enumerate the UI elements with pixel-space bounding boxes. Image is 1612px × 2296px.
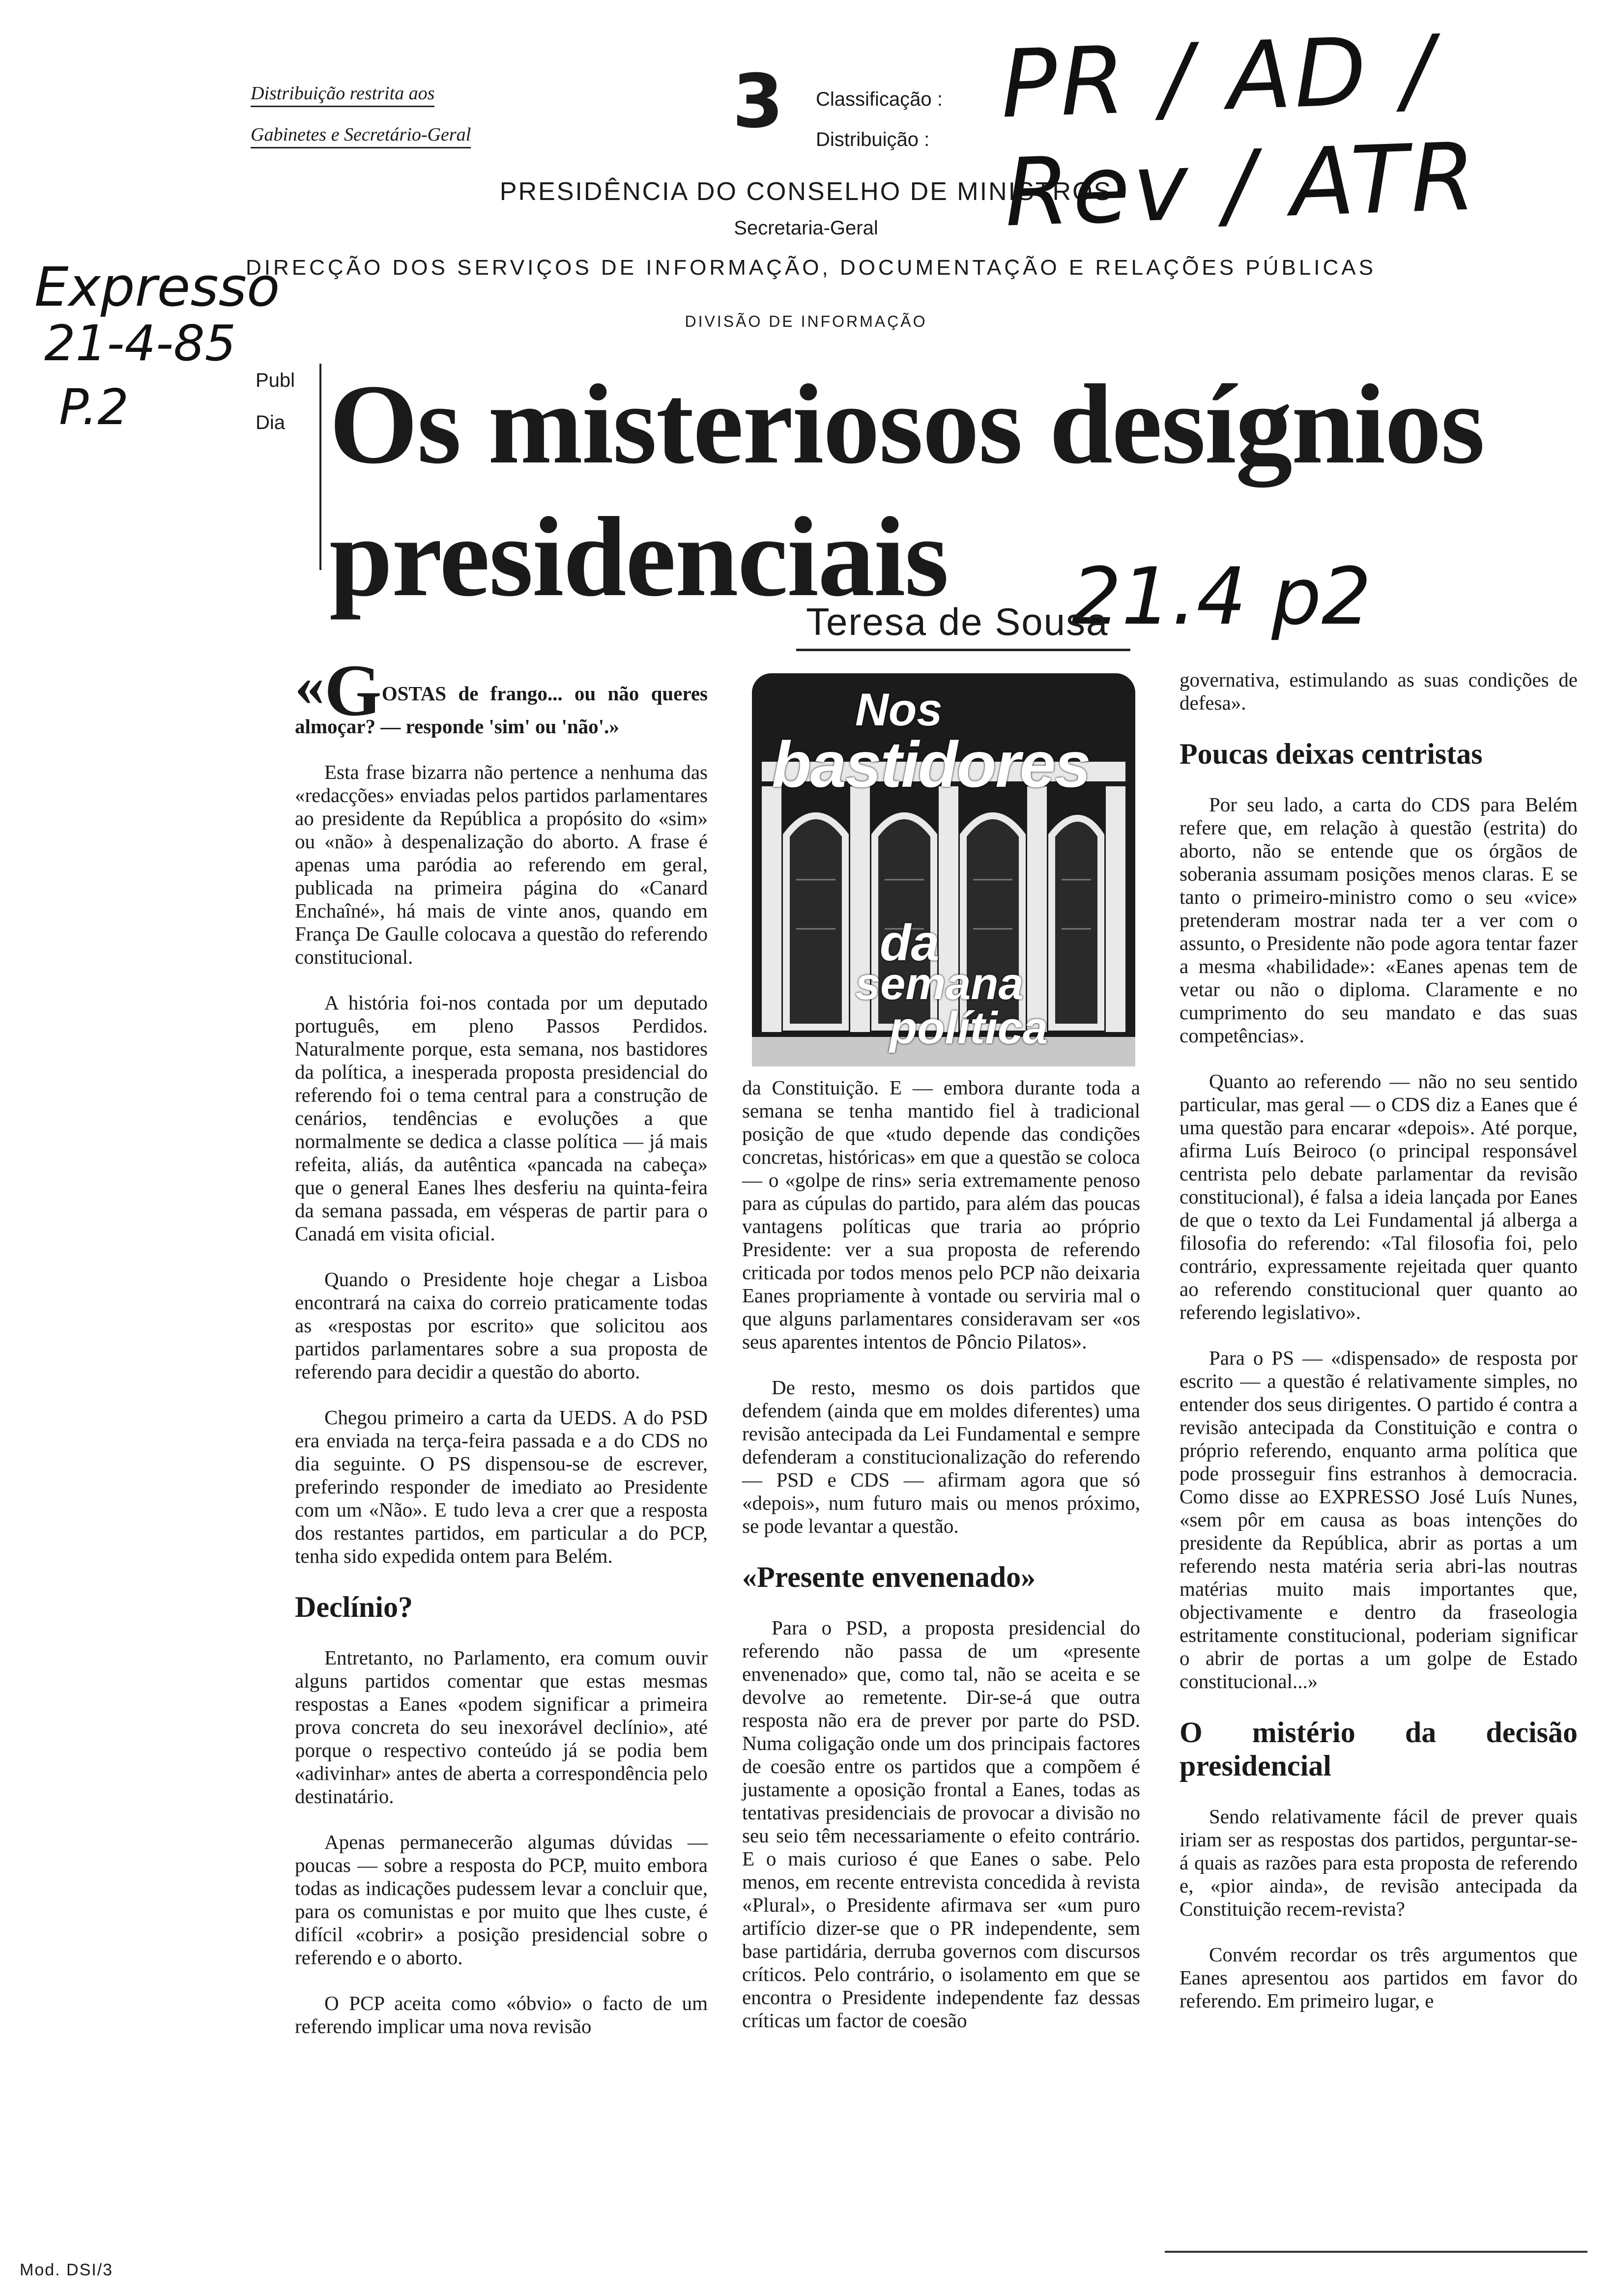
form-model-code: Mod. DSI/3 [20,2261,114,2279]
lead-text: OSTAS de frango... ou não queres almoçar? — responde 'sim' ou 'não'.» [295,682,708,738]
banner-text-semana: semana [855,959,1024,1009]
secretariat-title: Secretaria-Geral [734,217,878,239]
handwritten-routing-note: PR / AD / Rev / ATR [999,15,1480,248]
banner-text-nos: Nos [855,684,943,735]
document-number: 3 [732,59,784,144]
byline-underline [796,649,1130,651]
paragraph: Por seu lado, a carta do CDS para Belém refere que, em relação à questão (estrita) do aborto, não se entende que os órgãos de soberania assumam posições menos claras. E se tanto o primeiro-ministro como o seu «vice» pretenderam mostrar nada ter a ver com o assunto, o Presidente não pode agora tentar fazer a mesma «habilidade»: «Eanes apenas tem de vetar ou não o diploma. Claramente e no cumprimento do seu mandato e das suas competências». [1180,793,1578,1047]
opening-guillemets: « [295,653,324,718]
article-title-line-2: presidenciais [329,494,948,620]
banner-text-politica: política [890,1003,1048,1053]
article-column-2 [742,1076,1140,2055]
article-column-1 [295,650,708,2061]
paragraph: Apenas permanecerão algumas dúvidas — poucas — sobre a resposta do PCP, muito embora todas as indicações pudessem levar a concluir que, para os comunistas e por muito que lhes custe, é difícil «cobrir» a posição presidencial sobre o referendo e o aborto. [295,1831,708,1969]
paragraph: O PCP aceita como «óbvio» o facto de um referendo implicar uma nova revisão [295,1992,708,2038]
article-lead-paragraph [295,650,708,738]
paragraph: De resto, mesmo os dois partidos que defendem (ainda que em moldes diferentes) uma revisão antecipada da Lei Fundamental e sempre defenderam a constitucionalização do referendo — PSD e CDS — afirmam agora que só «depois», num futuro mais ou menos próximo, se pode levantar a questão. [742,1376,1140,1537]
distribution-recipients-line: Gabinetes e Secretário-Geral [251,124,471,145]
publication-label: Publ [256,370,295,391]
distribution-label: Distribuição : [816,129,930,150]
paragraph: Quando o Presidente hoje chegar a Lisboa encontrará na caixa do correio praticamente todas as «respostas por escrito» que solicitou aos partidos parlamentares sobre a sua proposta de referendo para decidir a questão do aborto. [295,1268,708,1383]
handwritten-date: 21-4-85 [44,315,236,372]
article-column-3 [1180,668,1578,2035]
paragraph: Entretanto, no Parlamento, era comum ouvir alguns partidos comentar que estas mesmas respostas a Eanes «podem significar a primeira prova concreta do seu inexorável declínio», até porque o respectivo conteúdo já se podia bem «adivinhar» antes de aberta a correspondência pelo destinatário. [295,1646,708,1808]
paragraph: Quanto ao referendo — não no seu sentido particular, mas geral — o CDS diz a Eanes que é uma questão para encarar «depois». Até porque, afirma Luís Beiroco (o principal responsável centrista pelo debate parlamentar da revisão constitucional), é falsa a ideia lançada por Eanes de que o texto da Lei Fundamental já alberga a filosofia do referendo: «Tal filosofia foi, pelo contrário, expressamente rejeitada quer quanto ao referendo constitucional quer quanto ao referendo legislativo». [1180,1070,1578,1323]
paragraph: da Constituição. E — embora durante toda a semana se tenha mantido fiel à tradicional posição de que «tudo depende das condições concretas, históricas» em que a questão se coloca — o «golpe de rins» seria extremamente penoso para as cúpulas do partido, para além das poucas vantagens políticas que traria ao próprio Presidente: ver a sua proposta de referendo criticada por todos menos pelo PCP não deixaria Eanes propriamente à vontade ou serviria mal o que alguns parlamentares consideravam ser «os seus aparentes intentos de Pôncio Pilatos». [742,1076,1140,1353]
organization-title: PRESIDÊNCIA DO CONSELHO DE MINISTROS [499,177,1113,206]
paragraph: Para o PSD, a proposta presidencial do referendo não passa de um «presente envenenado» que, como tal, não se aceita e se devolve ao remetente. Dir-se-á que outra resposta não era de prever por parte do PSD. Numa coligação onde um dos principais factores de coesão entre os partidos que a compõem é justamente a oposição frontal a Eanes, todas as tentativas presidenciais de provocar a divisão no seu seio têm necessariamente o efeito contrário. E o mais curioso é que Eanes o sabe. Pelo menos, em recente entrevista concedida à revista «Plural», o Presidente afirmava ser «um puro artifício dizer-se que o PR independente, sem base partidária, derruba governos com discursos críticos. Pelo contrário, o isolamento em que se encontra o Presidente independente faz dessas críticas um factor de coesão [742,1616,1140,2032]
classification-label: Classificação : [816,88,943,110]
directorate-title: DIRECÇÃO DOS SERVIÇOS DE INFORMAÇÃO, DOCUMENTAÇÃO E RELAÇÕES PÚBLICAS [246,256,1376,280]
article-author: Teresa de Sousa [806,600,1109,643]
paragraph: Sendo relativamente fácil de prever quais iriam ser as respostas dos partidos, perguntar-se-á quais as razões para esta proposta de referendo e, «pior ainda», de revisão antecipada da Constituição recem-revista? [1180,1805,1578,1920]
handwritten-page: P.2 [59,378,129,436]
paragraph: governativa, estimulando as suas condições de defesa». [1180,668,1578,714]
paragraph: Convém recordar os três argumentos que Eanes apresentou aos partidos em favor do referendo. Em primeiro lugar, e [1180,1943,1578,2012]
article-title-line-1: Os misteriosos desígnios [329,361,1484,488]
paragraph: Para o PS — «dispensado» de resposta por escrito — a questão é relativamente simples, no entender dos seus dirigentes. O partido é contra a revisão antecipada da Constituição e contra o próprio referendo, enquanto arma política que pode prosseguir fins estranhos à democracia. Como disse ao EXPRESSO José Luís Nunes, «sem pôr em causa as boas intenções do presidente da República, abrir as portas a um referendo nesta matéria seria abri-las noutras matérias muito mais importantes que, objectivamente e dentro da fraseologia estritamente constitucional, poderiam significar o abrir de portas a um golpe de Estado constitucional...» [1180,1347,1578,1693]
banner-text-bastidores: bastidores [772,728,1090,801]
distribution-restricted-line: Distribuição restrita aos [251,83,434,104]
subheading-presente-envenenado: «Presente envenenado» [742,1561,1036,1593]
day-label: Dia [256,412,286,433]
handwritten-source: Expresso [34,256,280,318]
division-title: DIVISÃO DE INFORMAÇÃO [685,313,927,330]
subheading-poucas-deixas: Poucas deixas centristas [1180,738,1483,770]
column-end-rule [1165,2251,1587,2253]
subheading-declinio: Declínio? [295,1591,413,1623]
handwritten-title-annotation: 21.4 p2 [1071,550,1372,642]
subheading-misterio: O mistério da decisão presidencial [1180,1716,1578,1782]
banner-text-da: da [880,915,940,972]
paragraph: Chegou primeiro a carta da UEDS. A do PSD era enviada na terça-feira passada e a do CDS no dia seguinte. O PS dispensou-se de escrever, preferindo responder de imediato ao Presidente com um «Não». E tudo leva a crer que a resposta dos restantes partidos, em particular a do PCP, tenha sido expedida ontem para Belém. [295,1406,708,1567]
paragraph: A história foi-nos contada por um deputado português, em pleno Passos Perdidos. Naturalmente porque, esta semana, nos bastidores da política, a inesperada proposta presidencial do referendo foi o tema central para a construção de cenários, tendências e evoluções a que normalmente se dedica a classe política — já mais refeita, aliás, da autêntica «pancada na cabeça» que o general Eanes lhes desferiu na quinta-feira da semana passada, em vésperas de partir para o Canadá em visita oficial. [295,991,708,1245]
paragraph: Esta frase bizarra não pertence a nenhuma das «redacções» enviadas pelos partidos parlamentares ao presidente da República a propósito do «sim» ou «não» à despenalização do aborto. A frase é apenas uma paródia ao referendo em geral, publicada na primeira página do «Canard Enchaîné», há mais de vinte anos, quando em França De Gaulle colocava a questão do referendo constitucional. [295,761,708,968]
drop-cap: G [324,650,382,731]
margin-rule [319,364,321,570]
